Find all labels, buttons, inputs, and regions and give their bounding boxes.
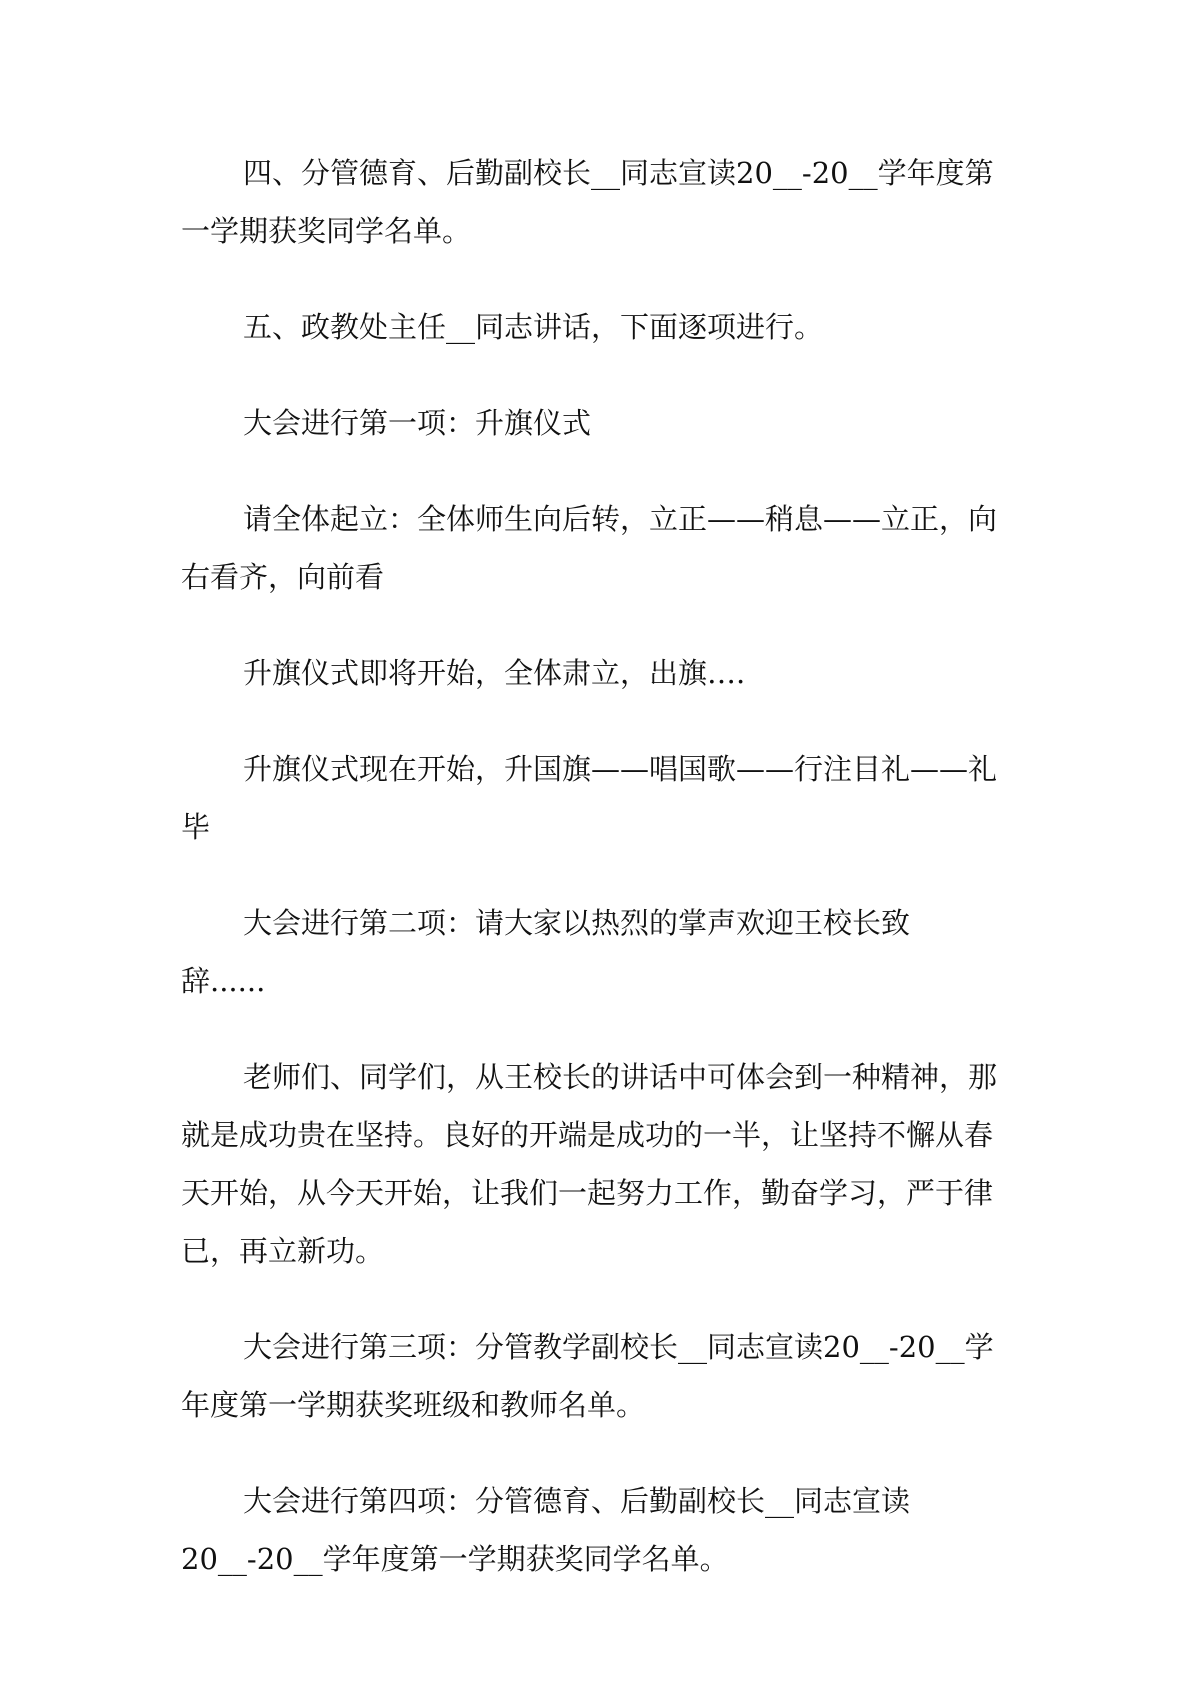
paragraph-teachers-students-message: 老师们、同学们，从王校长的讲话中可体会到一种精神，那就是成功贵在坚持。良好的开端是成功的一半，让坚持不懈从春天开始，从今天开始，让我们一起努力工作，勤奋学习，严于律已，再立新功。 xyxy=(181,1060,998,1268)
paragraph-item-two-principal-speech: 大会进行第二项：请大家以热烈的掌声欢迎王校长致 辞...... xyxy=(181,906,911,998)
paragraph-item-four-award-students: 大会进行第四项：分管德育、后勤副校长__同志宣读 20__-20__学年度第一学期获奖同学名单。 xyxy=(181,1484,911,1576)
paragraph-director-speech: 五、政教处主任__同志讲话，下面逐项进行。 xyxy=(243,310,824,344)
paragraph-flag-ceremony-start: 升旗仪式即将开始，全体肃立，出旗…. xyxy=(243,656,746,690)
paragraph-stand-up-instruction: 请全体起立：全体师生向后转，立正——稍息——立正，向右看齐，向前看 xyxy=(181,502,998,594)
document-body xyxy=(181,144,1021,1626)
paragraph-award-students-reading: 四、分管德育、后勤副校长__同志宣读20__-20__学年度第一学期获奖同学名单。 xyxy=(181,156,994,248)
paragraph-item-three-award-classes: 大会进行第三项：分管教学副校长__同志宣读20__-20__学年度第一学期获奖班级和教师名单。 xyxy=(181,1330,994,1422)
paragraph-flag-raising-steps: 升旗仪式现在开始，升国旗——唱国歌——行注目礼——礼毕 xyxy=(181,752,998,844)
paragraph-item-one-flag-ceremony: 大会进行第一项：升旗仪式 xyxy=(243,406,592,440)
